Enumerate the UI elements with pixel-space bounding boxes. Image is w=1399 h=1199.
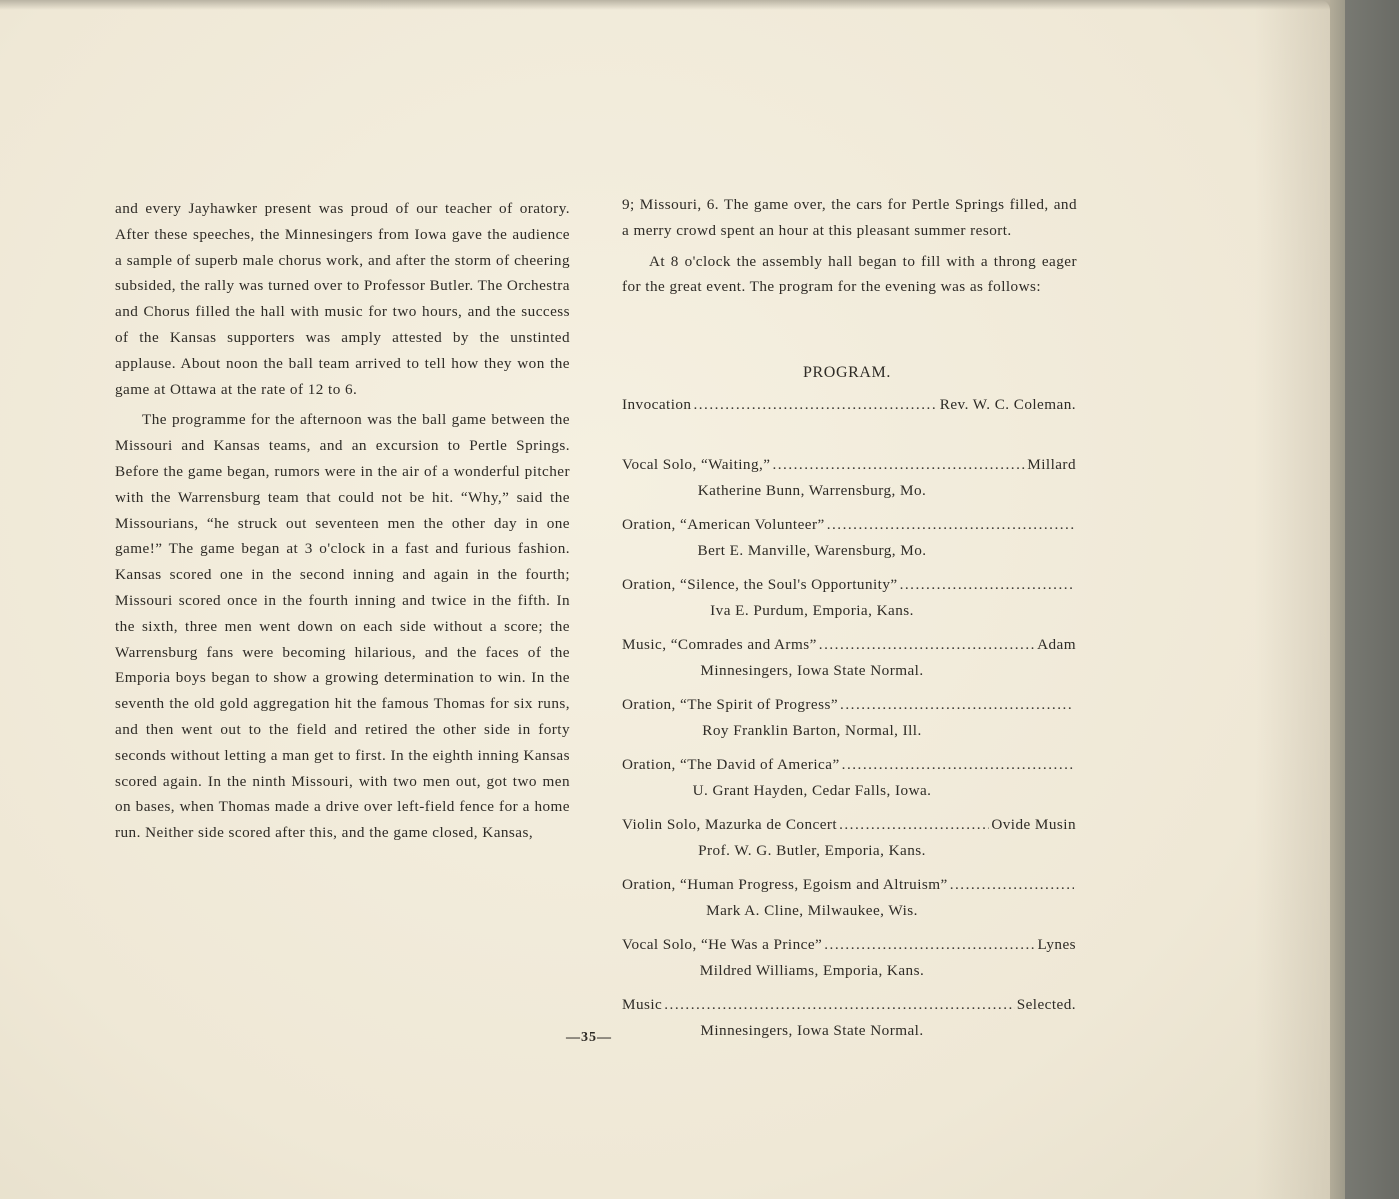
program-entry-composer: Millard xyxy=(1027,456,1076,473)
right-paragraph-2: At 8 o'clock the assembly hall began to fill with a throng eager for the great event. The program for the evening was as follows: xyxy=(622,252,1077,296)
program-entry xyxy=(622,696,1076,756)
program-entry-title: Oration, “Human Progress, Egoism and Altruism” xyxy=(622,876,948,893)
program-entry-performer: Prof. W. G. Butler, Emporia, Kans. xyxy=(698,842,926,859)
right-paragraph-1: 9; Missouri, 6. The game over, the cars for Pertle Springs filled, and a merry crowd spent an hour at this pleasant summer resort. xyxy=(622,196,1077,239)
program-entry-performer: Minnesingers, Iowa State Normal. xyxy=(700,662,924,679)
dot-leader xyxy=(950,876,1074,894)
program-entry xyxy=(622,396,1076,456)
program-entry-title: Invocation xyxy=(622,396,692,413)
program-entry-performer: Mildred Williams, Emporia, Kans. xyxy=(699,962,925,979)
dot-leader xyxy=(664,996,1014,1014)
right-column xyxy=(622,192,1077,300)
program-entry-composer: Rev. W. C. Coleman. xyxy=(939,396,1076,413)
program-entry xyxy=(622,996,1076,1056)
dot-leader xyxy=(840,696,1074,714)
dot-leader xyxy=(900,576,1074,594)
dot-leader xyxy=(827,516,1074,534)
program-entry-performer: Minnesingers, Iowa State Normal. xyxy=(700,1022,924,1039)
dot-leader xyxy=(839,816,989,834)
program-entry xyxy=(622,576,1076,636)
program-entry xyxy=(622,876,1076,936)
left-column xyxy=(115,196,570,846)
dot-leader xyxy=(772,456,1025,474)
program-entry-performer: Mark A. Cline, Milwaukee, Wis. xyxy=(706,902,918,919)
dot-leader xyxy=(824,936,1035,954)
program-entry-title: Oration, “American Volunteer” xyxy=(622,516,825,533)
program-entry-composer: Ovide Musin xyxy=(991,816,1076,833)
program-entry-performer: Katherine Bunn, Warrensburg, Mo. xyxy=(697,482,927,499)
program-entry-performer: Roy Franklin Barton, Normal, Ill. xyxy=(702,722,922,739)
program-list xyxy=(622,396,1076,1056)
program-entry-title: Music, “Comrades and Arms” xyxy=(622,636,817,653)
program-entry-performer: Bert E. Manville, Warensburg, Mo. xyxy=(697,542,927,559)
program-heading: PROGRAM. xyxy=(803,364,891,381)
page-top-shadow xyxy=(0,0,1330,10)
program-entry-performer: Iva E. Purdum, Emporia, Kans. xyxy=(710,602,914,619)
program-entry xyxy=(622,456,1076,516)
program-entry xyxy=(622,936,1076,996)
program-entry-title: Oration, “Silence, the Soul's Opportunity” xyxy=(622,576,898,593)
dot-leader xyxy=(693,396,937,414)
program-entry-title: Oration, “The Spirit of Progress” xyxy=(622,696,839,713)
program-entry xyxy=(622,516,1076,576)
program-entry-title: Oration, “The David of America” xyxy=(622,756,840,773)
program-entry-composer: Lynes xyxy=(1037,936,1076,953)
program-entry-composer: Selected. xyxy=(1016,996,1076,1013)
program-entry xyxy=(622,816,1076,876)
page-right-shade xyxy=(1255,0,1330,1199)
program-entry-title: Vocal Solo, “He Was a Prince” xyxy=(622,936,823,953)
dot-leader xyxy=(819,636,1035,654)
program-entry xyxy=(622,756,1076,816)
left-paragraph-2: The programme for the afternoon was the ball game between the Missouri and Kansas teams, and an excursion to Pertle Springs. Before the game began, rumors were in the air of a wonderful pitcher with the Warrensburg team that could not be hit. “Why,” said the Missourians, “he struck out seventeen men the other day in one game!” The game began at 3 o'clock in a fast and furious fashion. Kansas scored one in the second inning and again in the fourth; Missouri scored once in the fourth inning and twice in the fifth. In the sixth, three men went down on each side without a score; the Warrensburg fans were becoming hilarious, and the faces of the Emporia boys began to show a growing determination to win. In the seventh the old gold aggregation hit the famous Thomas for six runs, and then went out to the field and retired the other side in forty seconds without letting a man get to first. In the eighth inning Kansas scored again. In the ninth Missouri, with two men out, got two men on bases, when Thomas made a drive over left-field fence for a home run. Neither side scored after this, and the game closed, Kansas, xyxy=(115,411,570,842)
page-number: —35— xyxy=(566,1030,612,1045)
program-entry-title: Violin Solo, Mazurka de Concert xyxy=(622,816,838,833)
program-entry xyxy=(622,636,1076,696)
program-entry-title: Music xyxy=(622,996,663,1013)
dot-leader xyxy=(842,756,1074,774)
program-entry-performer: U. Grant Hayden, Cedar Falls, Iowa. xyxy=(692,782,932,799)
left-paragraph-1: and every Jayhawker present was proud of our teacher of oratory. After these speeches, the Minnesingers from Iowa gave the audience a sample of superb male chorus work, and after the storm of cheering subsided, the rally was turned over to Professor Butler. The Orchestra and Chorus filled the hall with music for two hours, and the success of the Kansas supporters was amply attested by the unstinted applause. About noon the ball team arrived to tell how they won the game at Ottawa at the rate of 12 to 6. xyxy=(115,200,570,398)
program-entry-title: Vocal Solo, “Waiting,” xyxy=(622,456,771,473)
program-entry-composer: Adam xyxy=(1037,636,1076,653)
